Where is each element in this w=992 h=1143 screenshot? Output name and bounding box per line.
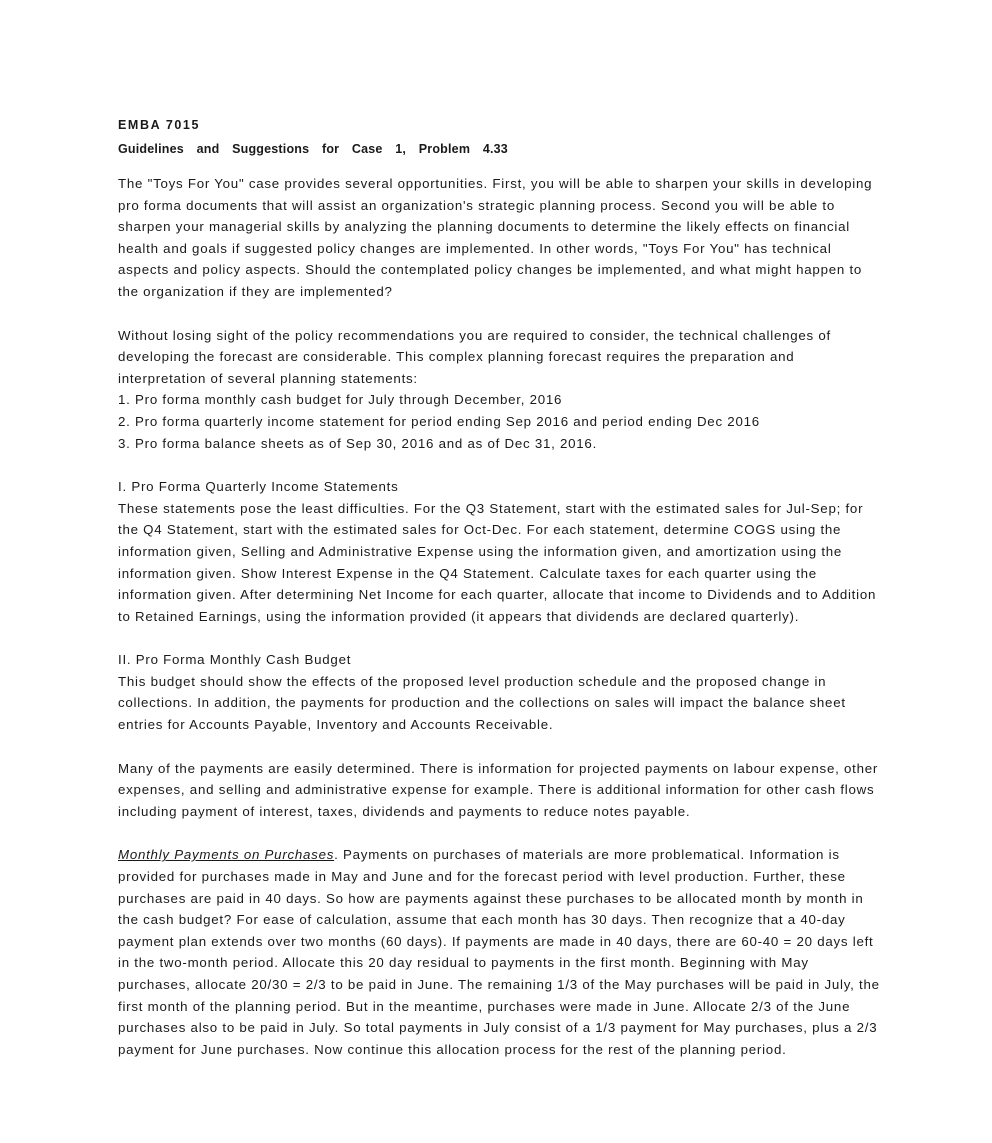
spacer: [118, 822, 883, 844]
monthly-payments-subheading: Monthly Payments on Purchases: [118, 847, 335, 863]
statement-list-item-3: 3. Pro forma balance sheets as of Sep 30, 2016 and as of Dec 31, 2016.: [118, 435, 598, 451]
spacer: [118, 627, 883, 649]
spacer: [118, 736, 883, 758]
section-2-paragraph-3: [118, 844, 883, 1060]
document-content: [118, 113, 883, 1060]
spacer: [118, 454, 883, 476]
course-code: EMBA 7015: [118, 118, 201, 132]
section-2-paragraph-1: This budget should show the effects of the proposed level production schedule and the proposed change in collections. In addition, the payments for production and the collections on sales will impact the balance sheet entries for Accounts Payable, Inventory and Accounts Receivable.: [118, 673, 846, 733]
intro-paragraph-2: Without losing sight of the policy recommendations you are required to consider, the technical challenges of developing the forecast are considerable. This complex planning forecast requires the preparation and interpretation of several planning statements:: [118, 327, 831, 386]
document-subtitle: Guidelines and Suggestions for Case 1, Problem 4.33: [118, 142, 508, 156]
section-2-paragraph-2: Many of the payments are easily determined. There is information for projected payments on labour expense, other expenses, and selling and administrative expense for example. There is additional information for other cash flows including payment of interest, taxes, dividends and payments to reduce notes payable.: [118, 760, 879, 819]
spacer: [118, 161, 883, 173]
intro-paragraph-1: The "Toys For You" case provides several opportunities. First, you will be able to sharpen your skills in developing pro forma documents that will assist an organization's strategic planning process. Second you will be able to sharpen your managerial skills by analyzing the planning documents to determine the likely effects on financial health and goals if suggested policy changes are implemented. In other words, "Toys For You" has technical aspects and policy aspects. Should the contemplated policy changes be implemented, and what might happen to the organization if they are implemented?: [118, 176, 873, 299]
section-2-heading: II. Pro Forma Monthly Cash Budget: [118, 652, 352, 668]
statement-list-item-2: 2. Pro forma quarterly income statement for period ending Sep 2016 and period ending Dec 2016: [118, 413, 760, 429]
section-1-body: These statements pose the least difficulties. For the Q3 Statement, start with the estimated sales for Jul-Sep; for the Q4 Statement, start with the estimated sales for Oct-Dec. For each statement, determine COGS using the information given, Selling and Administrative Expense using the information given, and amortization using the information given. Show Interest Expense in the Q4 Statement. Calculate taxes for each quarter using the information given. After determining Net Income for each quarter, allocate that income to Dividends and to Addition to Retained Earnings, using the information provided (it appears that dividends are declared quarterly).: [118, 500, 877, 624]
spacer: [118, 303, 883, 325]
monthly-payments-body: . Payments on purchases of materials are more problematical. Information is provided for purchases made in May and June and for the forecast period with level production. Further, these purchases are paid in 40 days. So how are payments against these purchases to be allocated month by month in the cash budget? For ease of calculation, assume that each month has 30 days. Then recognize that a 40-day payment plan extends over two months (60 days). If payments are made in 40 days, there are 60-40 = 20 days left in the two-month period. Allocate this 20 day residual to payments in the first month. Beginning with May purchases, allocate 20/30 = 2/3 to be paid in June. The remaining 1/3 of the May purchases will be paid in July, the first month of the planning period. But in the meantime, purchases were made in June. Allocate 2/3 of the June purchases also to be paid in July. So total payments in July consist of a 1/3 payment for May purchases, plus a 2/3 payment for June purchases. Now continue this allocation process for the rest of the planning period.: [118, 847, 880, 1057]
section-1-heading: I. Pro Forma Quarterly Income Statements: [118, 479, 399, 495]
statement-list-item-1: 1. Pro forma monthly cash budget for July through December, 2016: [118, 392, 563, 408]
